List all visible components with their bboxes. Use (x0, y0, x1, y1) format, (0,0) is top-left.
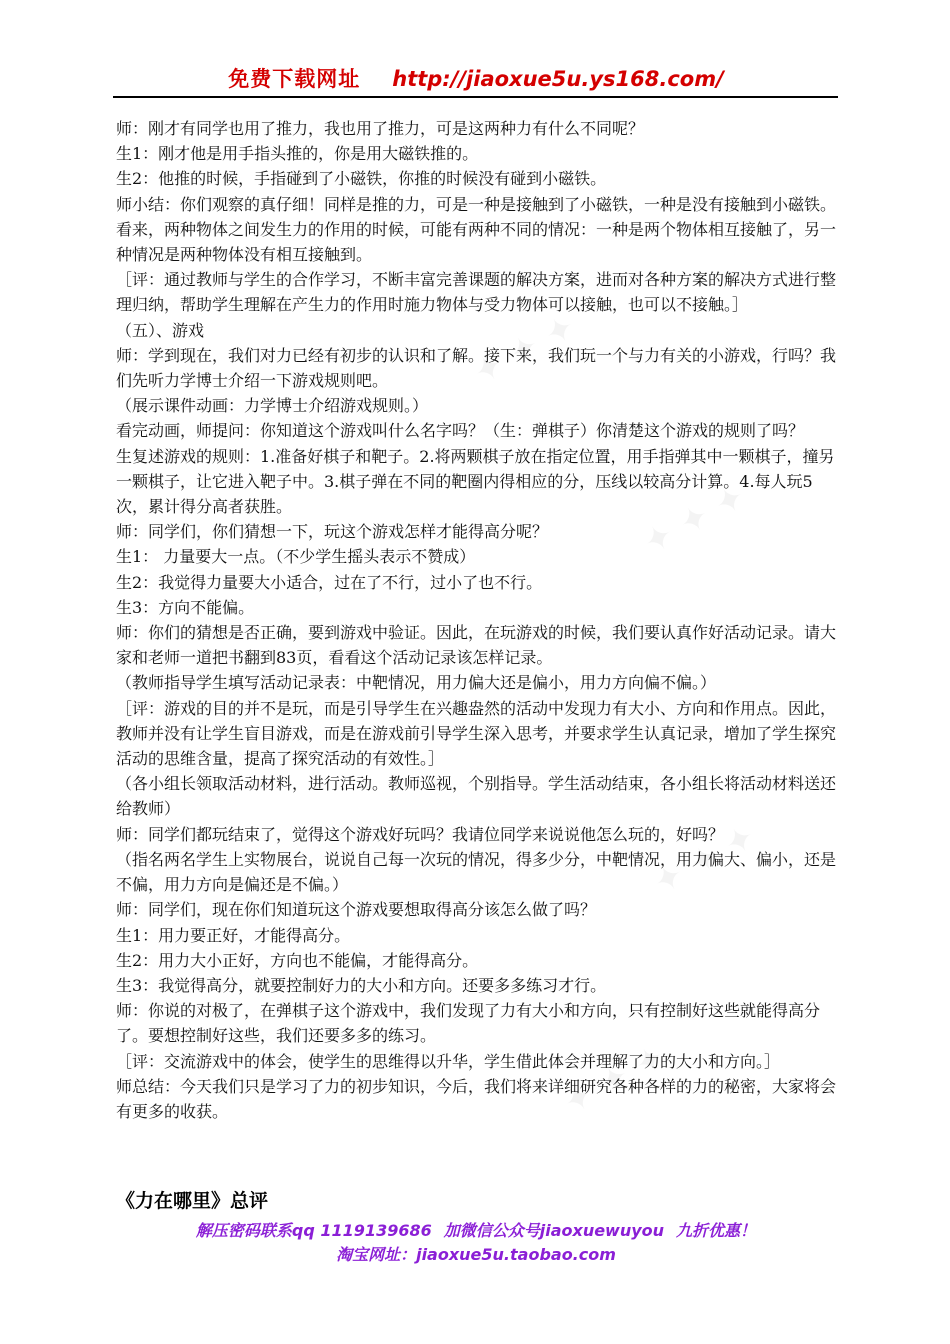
section-heading: 《力在哪里》总评 (116, 1190, 269, 1212)
body-paragraph: 生3：我觉得高分，就要控制好力的大小和方向。还要多多练习才行。 (116, 975, 607, 995)
body-paragraph: 师：同学们，你们猜想一下，玩这个游戏怎样才能得高分呢？ (116, 522, 549, 542)
watermark-icon: ✦ ✦ ✦ (646, 816, 763, 904)
body-paragraph: （教师指导学生填写活动记录表：中靶情况，用力偏大还是偏小，用力方向偏不偏。） (116, 673, 717, 693)
body-paragraph: 师总结：今天我们只是学习了力的初步知识，今后，我们将来详细研究各种各样的力的秘密，大家将会有更多的收获。 (116, 1076, 837, 1121)
body-paragraph: 生3：方向不能偏。 (116, 597, 255, 617)
body-paragraph: 师小结：你们观察的真仔细！同样是推的力，可是一种是接触到了小磁铁，一种是没有接触到小磁铁。看来，两种物体之间发生力的作用的时候，可能有两种不同的情况：一种是两个物体相互接触了，另一种情况是两种物体没有相互接触到。 (116, 194, 837, 265)
lesson-body (116, 116, 840, 1124)
body-paragraph: 生复述游戏的规则：1.准备好棋子和靶子。2.将两颗棋子放在指定位置，用手指弹其中一颗棋子，撞另一颗棋子，让它进入靶子中。3.棋子弹在不同的靶圈内得相应的分，压线以较高分计算。4.每人玩5次，累计得分高者获胜。 (116, 446, 835, 517)
body-paragraph: 师：同学们都玩结束了，觉得这个游戏好玩吗？我请位同学来说说他怎么玩的，好吗？ (116, 824, 725, 844)
body-paragraph: （五）、游戏 (116, 320, 205, 340)
header-title: 免费下载网址 (228, 67, 361, 91)
body-paragraph: （各小组长领取活动材料，进行活动。教师巡视，个别指导。学生活动结束，各小组长将活动材料送还给教师） (116, 774, 837, 819)
body-paragraph: 师：学到现在，我们对力已经有初步的认识和了解。接下来，我们玩一个与力有关的小游戏，行吗？我们先听力学博士介绍一下游戏规则吧。 (116, 345, 837, 391)
header-divider (113, 96, 838, 98)
body-paragraph: 生2：用力大小正好，方向也不能偏，才能得高分。 (116, 950, 479, 970)
watermark-icon: ✦ ✦ ✦ (466, 306, 583, 394)
body-paragraph: ［评：交流游戏中的体会，使学生的思维得以升华，学生借此体会并理解了力的大小和方向。］ (116, 1051, 781, 1071)
footer-taobao-link[interactable]: 淘宝网址：jiaoxue5u.taobao.com (336, 1245, 616, 1264)
body-paragraph: ［评：游戏的目的并不是玩，而是引导学生在兴趣盎然的活动中发现力有大小、方向和作用点。因此，教师并没有让学生盲目游戏，而是在游戏前引导学生深入思考，并要求学生认真记录，增加了学生探究活动的思维含量，提高了探究活动的有效性。］ (116, 698, 837, 769)
body-paragraph: ［评：通过教师与学生的合作学习，不断丰富完善课题的解决方案，进而对各种方案的解决方式进行整理归纳，帮助学生理解在产生力的作用时施力物体与受力物体可以接触，也可以不接触。］ (116, 270, 837, 315)
watermark-icon: ✦ ✦ ✦ (556, 1036, 673, 1124)
body-paragraph: （展示课件动画：力学博士介绍游戏规则。） (116, 396, 429, 416)
watermark-icon: ✦ ✦ ✦ (636, 476, 753, 564)
body-paragraph: 师：你们的猜想是否正确，要到游戏中验证。因此，在玩游戏的时候，我们要认真作好活动记录。请大家和老师一道把书翻到83页，看看这个活动记录该怎样记录。 (116, 623, 837, 668)
body-paragraph: 师：刚才有同学也用了推力，我也用了推力，可是这两种力有什么不同呢？ (116, 119, 645, 138)
page-header (115, 64, 837, 94)
body-paragraph: 师：你说的对极了，在弹棋子这个游戏中，我们发现了力有大小和方向，只有控制好这些就能得高分了。要想控制好这些，我们还要多多的练习。 (116, 1001, 821, 1046)
footer-wechat-text: 加微信公众号jiaoxuewuyou (443, 1221, 665, 1240)
footer-contact (115, 1218, 837, 1241)
body-paragraph: 看完动画，师提问：你知道这个游戏叫什么名字吗？（生：弹棋子）你清楚这个游戏的规则了吗？ (116, 421, 805, 441)
body-paragraph: 师：同学们，现在你们知道玩这个游戏要想取得高分该怎么做了吗？ (116, 900, 597, 920)
header-url-link[interactable]: http://jiaoxue5u.ys168.com/ (392, 67, 724, 91)
footer-qq-text: 解压密码联系qq 1119139686 (195, 1221, 432, 1240)
body-paragraph: 生2：他推的时候，手指碰到了小磁铁，你推的时候没有碰到小磁铁。 (116, 169, 607, 189)
footer-discount-text: 九折优惠！ (676, 1221, 757, 1240)
body-paragraph: 生1：刚才他是用手指头推的，你是用大磁铁推的。 (116, 144, 479, 164)
body-paragraph: 生1：用力要正好，才能得高分。 (116, 925, 351, 945)
body-paragraph: （指名两名学生上实物展台，说说自己每一次玩的情况，得多少分，中靶情况，用力偏大、偏小，还是不偏，用力方向是偏还是不偏。） (116, 849, 837, 895)
body-paragraph: 生1： 力量要大一点。（不少学生摇头表示不赞成） (116, 547, 476, 567)
body-paragraph: 生2：我觉得力量要大小适合，过在了不行，过小了也不行。 (116, 572, 543, 592)
